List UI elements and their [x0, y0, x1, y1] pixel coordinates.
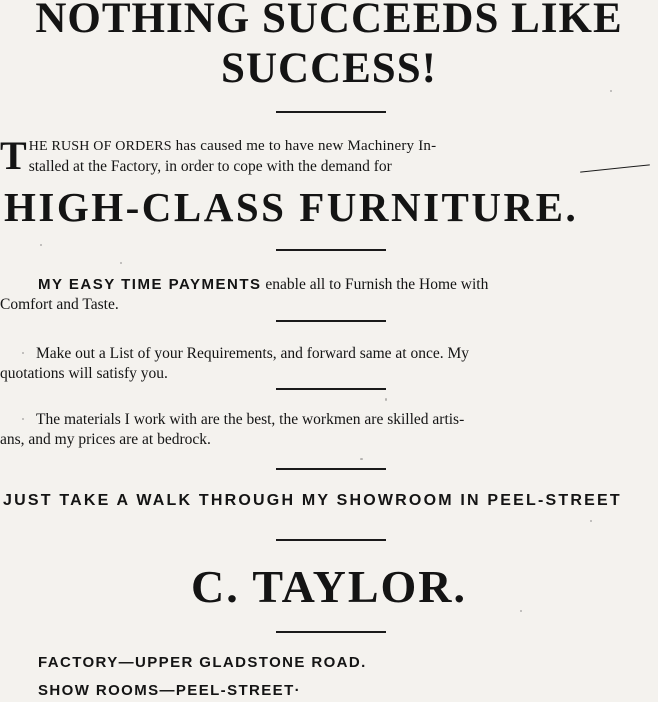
- print-speck: [520, 610, 522, 612]
- headline-line-1: NOTHING SUCCEEDS LIKE: [35, 0, 623, 42]
- easy-line-1-rest: enable all to Furnish the Home with: [261, 276, 489, 293]
- list-line-2: quotations will satisfy you.: [0, 365, 168, 382]
- materials-line-1: The materials I work with are the best, the workmen are skilled artis-: [36, 411, 465, 428]
- easy-caps: MY EASY TIME PAYMENTS: [38, 276, 262, 293]
- print-speck: [590, 520, 592, 522]
- divider-rule: [276, 631, 386, 633]
- list-line-1: Make out a List of your Requirements, and forward same at once. My: [36, 345, 470, 362]
- headline-line-2: SUCCESS!: [221, 45, 437, 92]
- divider-rule: [276, 249, 386, 251]
- print-speck: [22, 418, 24, 420]
- rush-line-1-rest: has caused me to have new Machinery In-: [171, 138, 437, 154]
- divider-rule: [276, 468, 386, 470]
- showroom-walk-line: JUST TAKE A WALK THROUGH MY SHOWROOM IN PEEL-STREET: [3, 492, 622, 509]
- print-speck: [40, 244, 42, 246]
- requirements-paragraph: [0, 344, 654, 384]
- print-speck: [385, 398, 387, 401]
- materials-paragraph: [0, 410, 654, 450]
- proprietor-name: C. TAYLOR.: [190, 561, 468, 612]
- divider-rule: [276, 320, 386, 322]
- rush-line-2: stalled at the Factory, in order to cope with the demand for: [28, 158, 392, 175]
- print-speck: [120, 262, 122, 264]
- easy-line-1: [0, 275, 654, 295]
- easy-line-2: Comfort and Taste.: [0, 296, 119, 313]
- rush-caps: HE RUSH OF ORDERS: [28, 139, 172, 154]
- rush-line-1: [0, 136, 654, 157]
- print-speck: [360, 458, 363, 460]
- easy-payments-paragraph: [0, 275, 654, 315]
- materials-line-2: ans, and my prices are at bedrock.: [0, 431, 211, 448]
- print-speck: [22, 352, 24, 354]
- showroom-address: SHOW ROOMS—PEEL-STREET·: [38, 682, 302, 699]
- print-speck: [610, 90, 612, 92]
- divider-rule: [276, 111, 386, 113]
- drop-cap: T: [0, 133, 27, 178]
- divider-rule: [276, 388, 386, 390]
- high-class-furniture-heading: HIGH-CLASS FURNITURE.: [4, 184, 579, 230]
- divider-rule: [276, 539, 386, 541]
- rush-of-orders-paragraph: [0, 133, 654, 178]
- factory-address: FACTORY—UPPER GLADSTONE ROAD.: [38, 654, 367, 671]
